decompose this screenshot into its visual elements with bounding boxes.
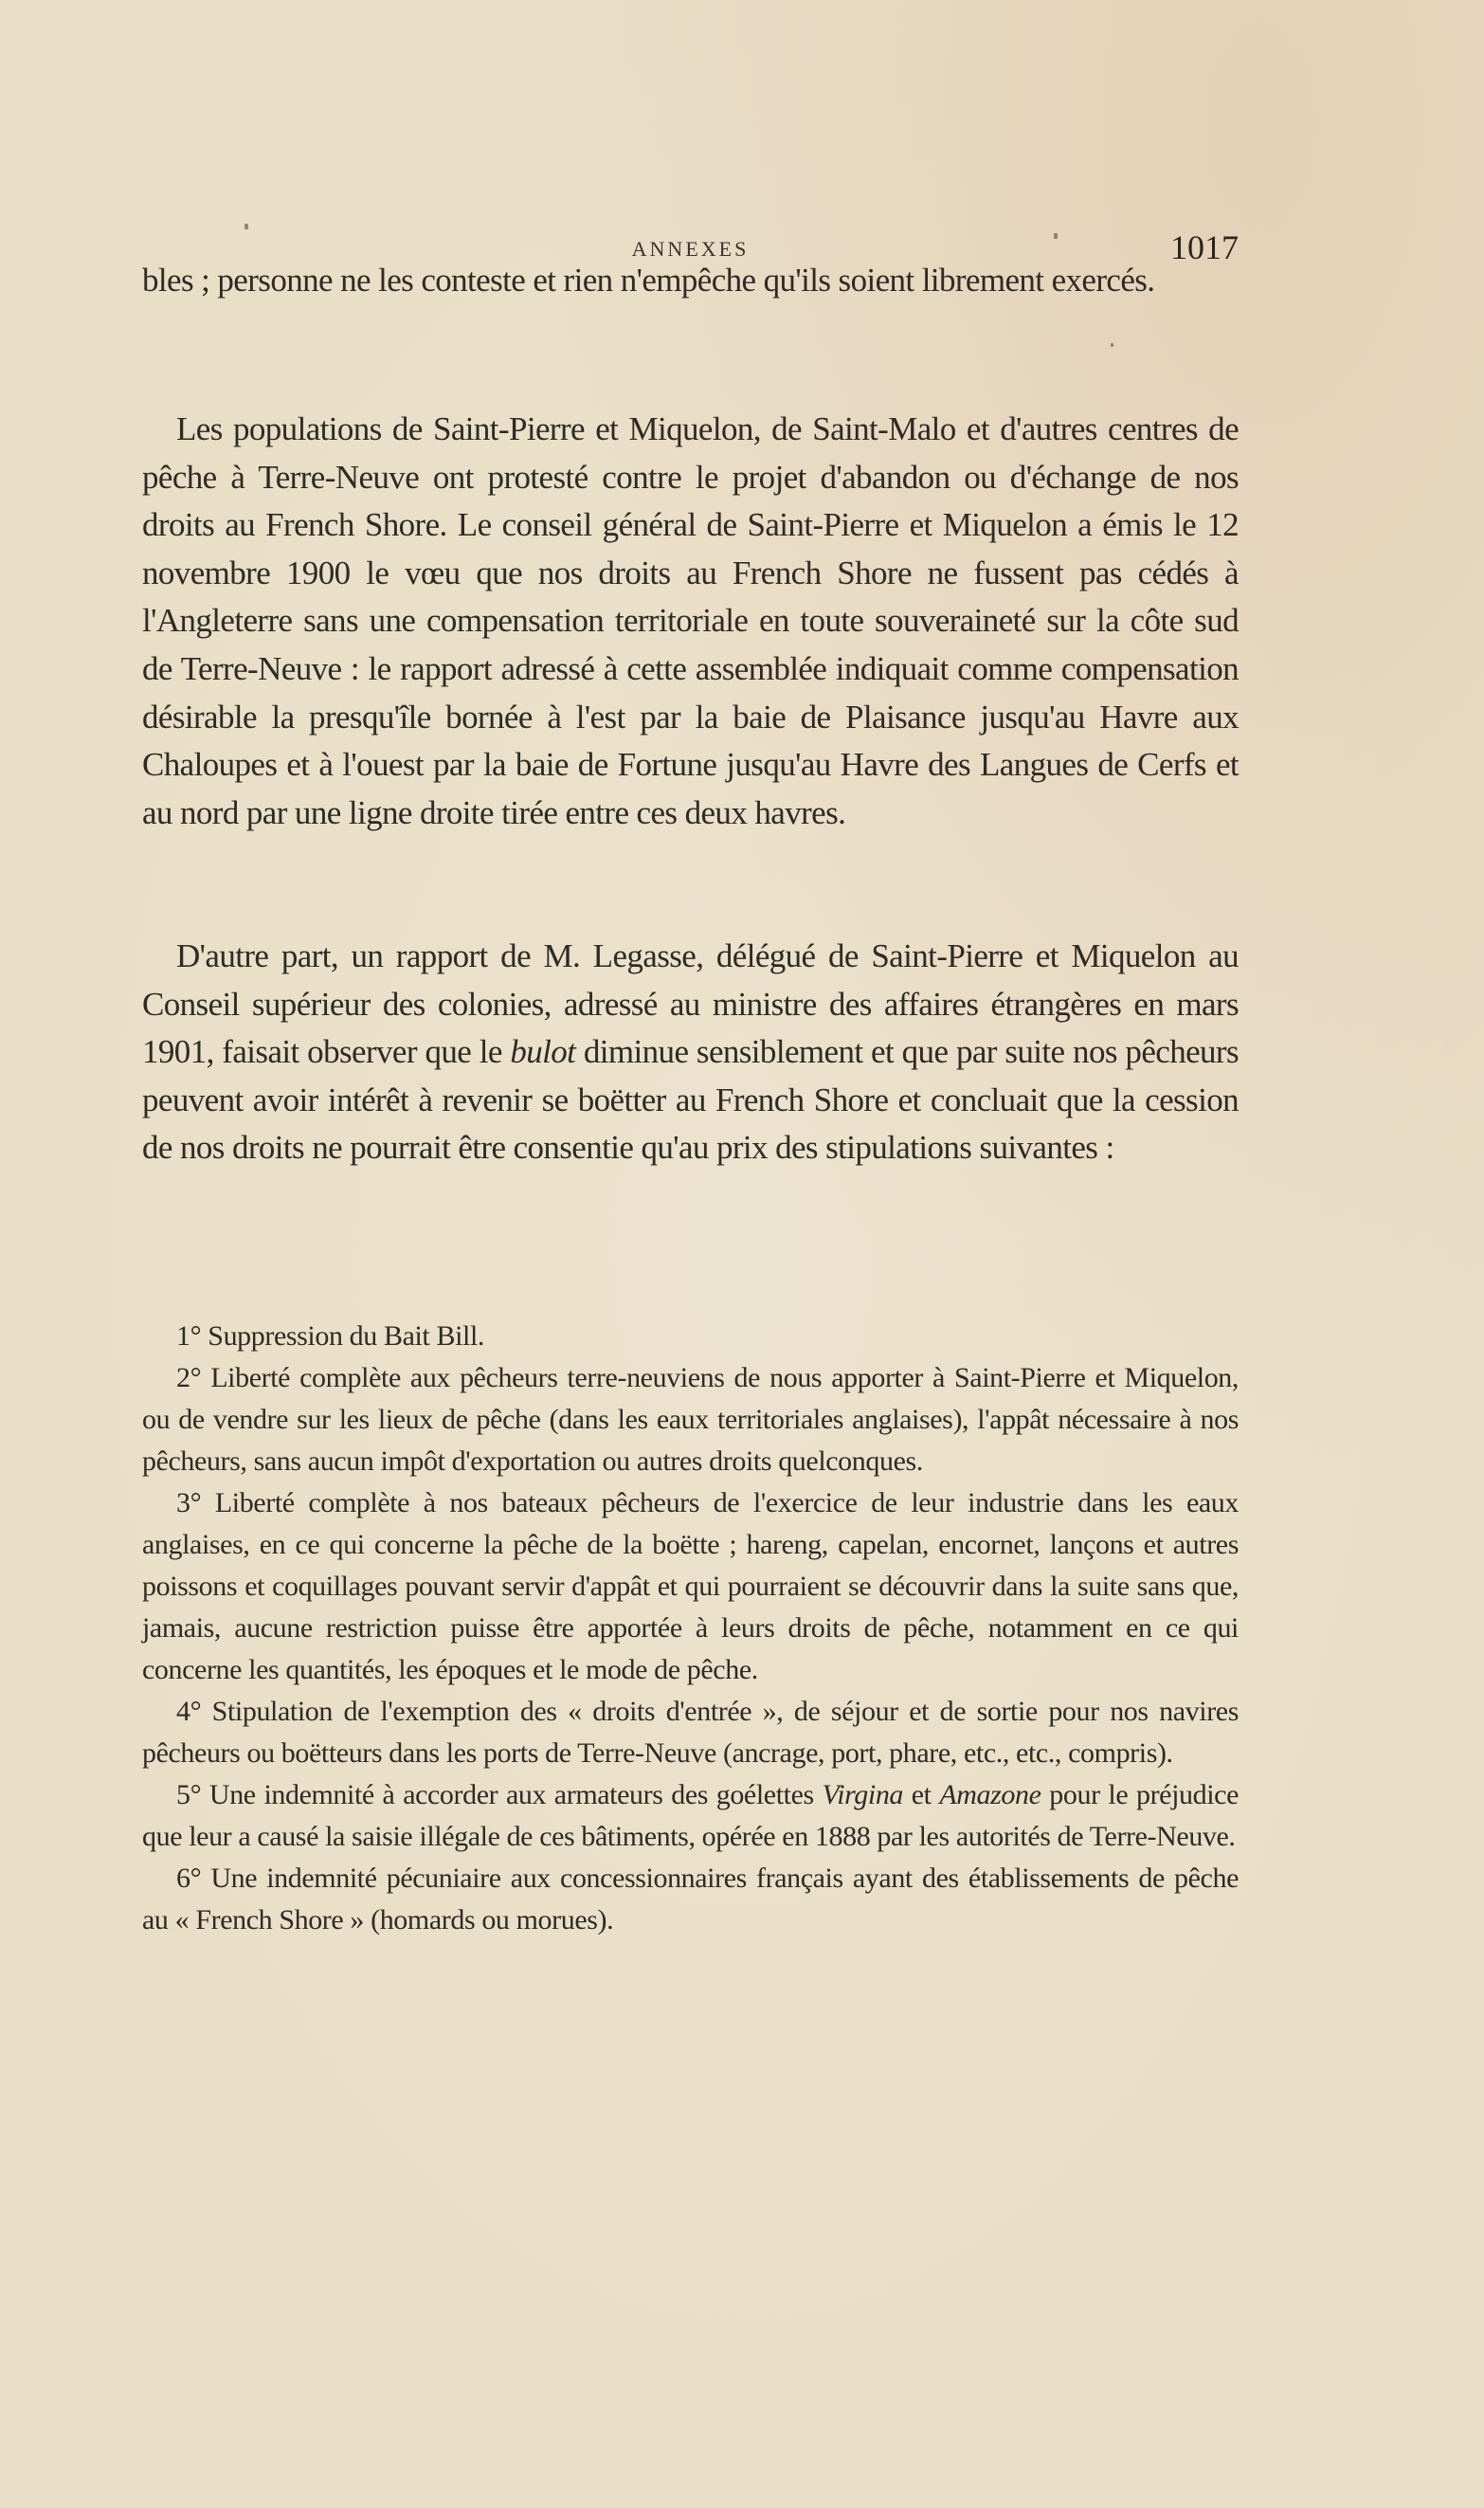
text-run: pour le préjudice que leur a causé la saisie illégale de ces bâtiments, opérée en 1888 par les autorités de Terre-Neuve.	[142, 1779, 1239, 1852]
paragraph-text	[142, 933, 1239, 1172]
paragraph-populations	[142, 406, 1239, 837]
text-run: D'autre part, un rapport de M. Legasse, délégué de Saint-Pierre et Miquelon au Conseil supérieur des colonies, adressé au ministre des affaires étrangères en mars 1901, faisait observer que le	[142, 937, 1239, 1071]
continuation-paragraph	[142, 257, 1239, 305]
stipulation-item: 2° Liberté complète aux pêcheurs terre-neuviens de nous apporter à Saint-Pierre et Miquelon, ou de vendre sur les lieux de pêche (dans les eaux territoriales anglaises), l'appât nécessaire à nos pêcheurs, sans aucun impôt d'exportation ou autres droits quelconques.	[142, 1362, 1239, 1477]
stipulations-list	[142, 1316, 1239, 1941]
text-run: 5° Une indemnité à accorder aux armateurs des goélettes	[176, 1779, 823, 1810]
paragraph-legasse-report	[142, 933, 1239, 1172]
continuation-text: bles ; personne ne les conteste et rien n'empêche qu'ils soient librement exercés.	[142, 262, 1155, 299]
ship-name: Amazone	[939, 1779, 1041, 1810]
stipulation-item: 6° Une indemnité pécuniaire aux concessionnaires français ayant des établissements de pêche au « French Shore » (homards ou morues).	[142, 1863, 1239, 1936]
page-number: 1017	[1170, 228, 1239, 266]
text-run: diminue sensiblement et que par suite nos pêcheurs peuvent avoir intérêt à revenir se boëtter au French Shore et concluait que la cession de nos droits ne pourrait être consentie qu'au prix des stipulations suivantes :	[142, 1033, 1240, 1167]
paragraph-text: Les populations de Saint-Pierre et Miquelon, de Saint-Malo et d'autres centres de pêche à Terre-Neuve ont protesté contre le projet d'abandon ou d'échange de nos droits au French Shore. Le conseil général de Saint-Pierre et Miquelon a émis le 12 novembre 1900 le vœu que nos droits au French Shore ne fussent pas cédés à l'Angleterre sans une compensation territoriale en toute souveraineté sur la côte sud de Terre-Neuve : le rapport adressé à cette assemblée indiquait comme compensation désirable la presqu'île bornée à l'est par la baie de Plaisance jusqu'au Havre aux Chaloupes et à l'ouest par la baie de Fortune jusqu'au Havre des Langues de Cerfs et au nord par une ligne droite tirée entre ces deux havres.	[142, 410, 1239, 831]
stipulation-item	[142, 1774, 1239, 1858]
text-run: et	[903, 1779, 940, 1810]
stipulation-item: 3° Liberté complète à nos bateaux pêcheurs de l'exercice de leur industrie dans les eaux anglaises, en ce qui concerne la pêche de la boëtte ; hareng, capelan, encornet, lançons et autres poissons et coquillages pouvant servir d'appât et qui pourraient se découvrir dans la suite sans que, jamais, aucune restriction puisse être apportée à leurs droits de pêche, notamment en ce qui concerne les quantités, les époques et le mode de pêche.	[142, 1487, 1239, 1685]
paper-speck	[1111, 343, 1113, 347]
italic-term: bulot	[510, 1033, 576, 1071]
ship-name: Virgina	[822, 1779, 904, 1810]
section-title: ANNEXES	[631, 237, 750, 261]
stipulation-item: 4° Stipulation de l'exemption des « droits d'entrée », de séjour et de sortie pour nos navires pêcheurs ou boëtteurs dans les ports de Terre-Neuve (ancrage, port, phare, etc., etc., compris).	[142, 1696, 1239, 1769]
stipulation-item: 1° Suppression du Bait Bill.	[176, 1320, 484, 1352]
